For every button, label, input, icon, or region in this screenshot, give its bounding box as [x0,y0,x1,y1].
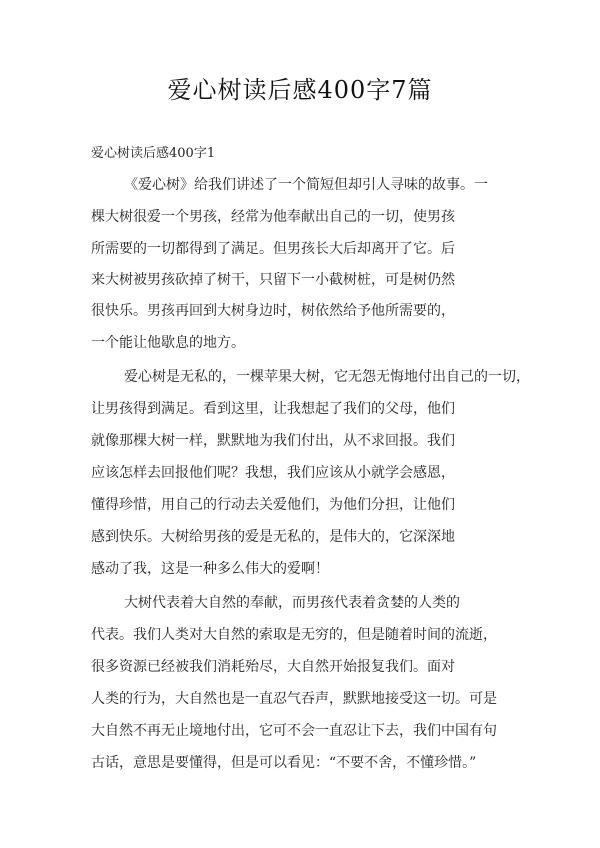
body-line: 大自然不再无止境地付出，它可不会一直忍让下去，我们中国有句 [91,723,497,739]
body-line: 所需要的一切都得到了满足。但男孩长大后却离开了它。后 [91,241,455,257]
body-line: 很快乐。男孩再回到大树身边时，树依然给予他所需要的， [91,303,455,319]
body-line: 人类的行为，大自然也是一直忍气吞声，默默地接受这一切。可是 [91,691,497,707]
body-line: 大树代表着大自然的奉献，而男孩代表着贪婪的人类的 [124,595,460,611]
section-heading: 爱心树读后感400字1 [91,146,216,161]
body-line: 应该怎样去回报他们呢？我想，我们应该从小就学会感恩， [91,465,455,481]
body-line: 让男孩得到满足。看到这里，让我想起了我们的父母，他们 [91,401,455,417]
body-line: 古话，意思是要懂得，但是可以看见：“不要不舍，不懂珍惜。” [91,755,477,771]
body-line: 就像那棵大树一样，默默地为我们付出，从不求回报。我们 [91,433,455,449]
body-line: 棵大树很爱一个男孩，经常为他奉献出自己的一切，使男孩 [91,209,455,225]
body-line: 《爱心树》给我们讲述了一个简短但却引人寻味的故事。一 [124,177,488,193]
body-line: 感到快乐。大树给男孩的爱是无私的，是伟大的，它深深地 [91,529,455,545]
body-line: 爱心树是无私的，一棵苹果大树，它无怨无悔地付出自己的一切， [124,369,530,385]
body-line: 懂得珍惜，用自己的行动去关爱他们，为他们分担，让他们 [91,497,455,513]
body-line: 代表。我们人类对大自然的索取是无穷的，但是随着时间的流逝， [91,627,497,643]
body-line: 很多资源已经被我们消耗殆尽，大自然开始报复我们。面对 [91,659,455,675]
body-line: 感动了我，这是一种多么伟大的爱啊！ [91,561,329,577]
body-line: 一个能让他歇息的地方。 [91,335,245,351]
body-line: 来大树被男孩砍掉了树干，只留下一小截树桩，可是树仍然 [91,272,455,288]
document-title: 爱心树读后感400字7篇 [167,76,433,104]
